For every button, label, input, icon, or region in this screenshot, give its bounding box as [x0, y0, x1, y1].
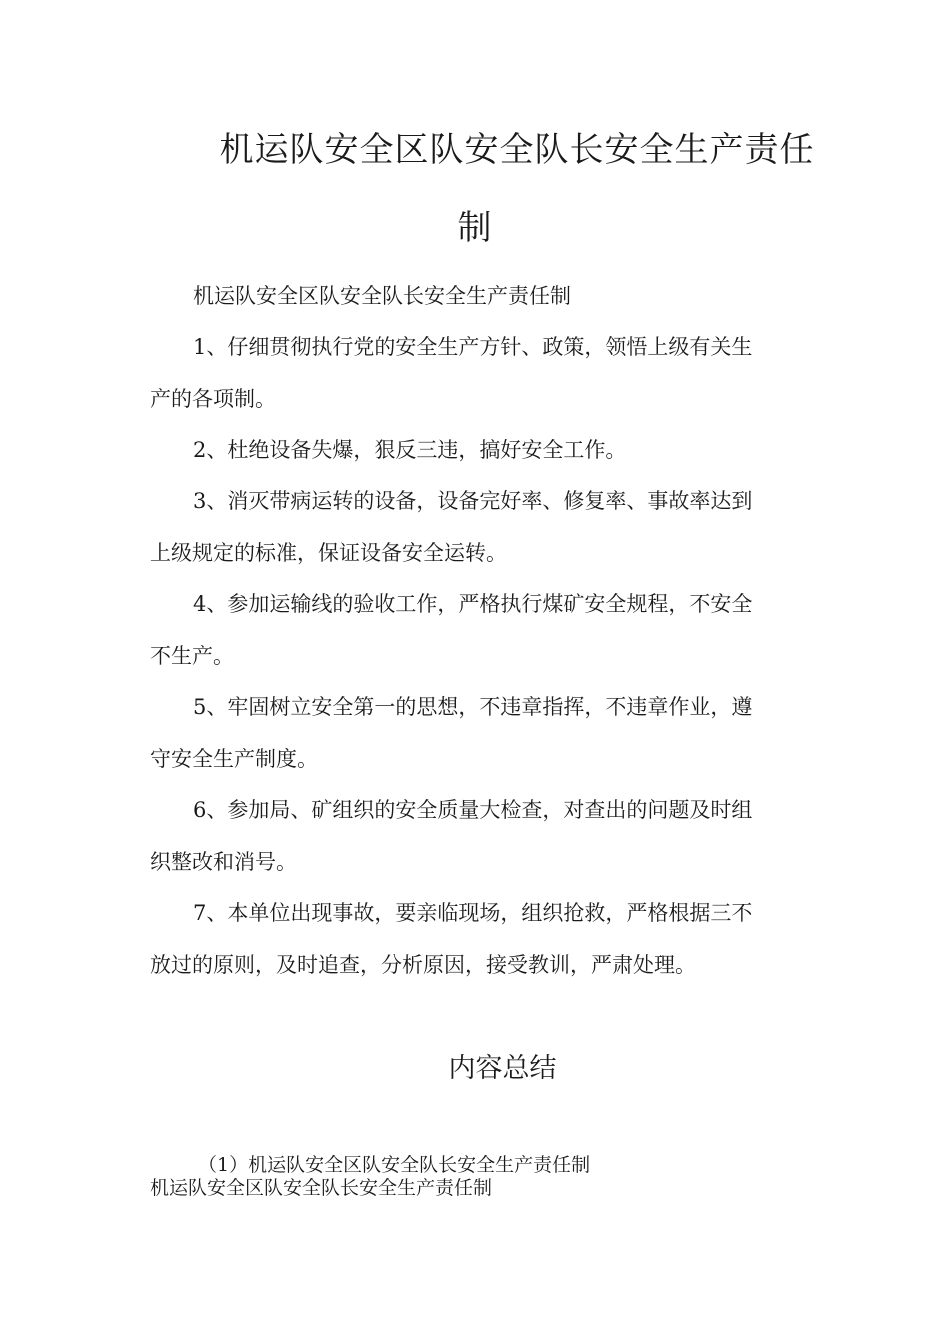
item-5-line-2: 守安全生产制度。 [150, 747, 318, 771]
item-3-line-2: 上级规定的标准，保证设备安全运转。 [150, 541, 507, 565]
item-1-line-1: 1、仔细贯彻执行党的安全生产方针、政策，领悟上级有关生 [193, 335, 753, 359]
item-1-line-2: 产的各项制。 [150, 387, 276, 411]
document-title-line-1: 机运队安全区队安全队长安全生产责任 [219, 130, 815, 170]
item-3-line-1: 3、消灭带病运转的设备，设备完好率、修复率、事故率达到 [193, 489, 753, 513]
item-4-line-1: 4、参加运输线的验收工作，严格执行煤矿安全规程，不安全 [193, 592, 753, 616]
document-subtitle: 机运队安全区队安全队长安全生产责任制 [193, 284, 571, 308]
summary-title: 内容总结 [448, 1053, 557, 1084]
item-2-line-1: 2、杜绝设备失爆，狠反三违，搞好安全工作。 [193, 438, 627, 462]
item-4-line-2: 不生产。 [150, 644, 234, 668]
summary-line-1: （1）机运队安全区队安全队长安全生产责任制 [198, 1154, 591, 1176]
item-5-line-1: 5、牢固树立安全第一的思想，不违章指挥，不违章作业，遵 [193, 695, 753, 719]
summary-line-2: 机运队安全区队安全队长安全生产责任制 [150, 1177, 493, 1199]
item-6-line-1: 6、参加局、矿组织的安全质量大检查，对查出的问题及时组 [193, 798, 753, 822]
item-7-line-1: 7、本单位出现事故，要亲临现场，组织抢救，严格根据三不 [193, 901, 753, 925]
item-7-line-2: 放过的原则，及时追查，分析原因，接受教训，严肃处理。 [150, 953, 696, 977]
document-title-line-2: 制 [457, 208, 493, 248]
item-6-line-2: 织整改和消号。 [150, 850, 297, 874]
